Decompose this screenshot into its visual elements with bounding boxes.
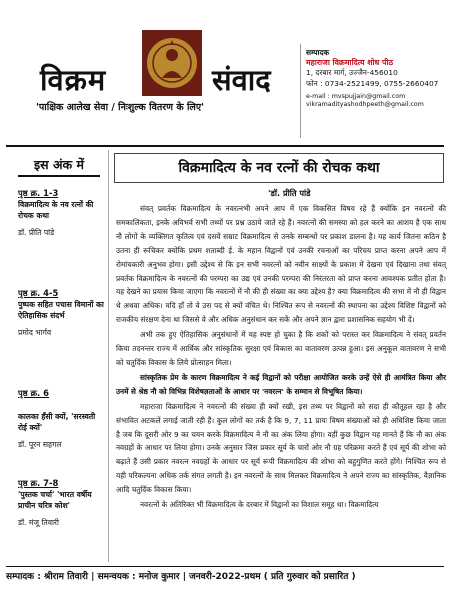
article-paragraph: सांस्कृतिक प्रेम के कारण विक्रमादित्य ने कई विद्वानों को परीक्षा आयोजित करके उन्हें ऐसे ही आमंत्रित किया और उनमें से श्रेष्ठ नौ को विभिन्न विशेषज्ञताओं के आधार पर 'नवरत्न' के सम्मान से विभूषित किया। bbox=[116, 372, 446, 396]
footer: सम्पादक : श्रीराम तिवारी | समन्वयक : मनोज कुमार | जनवरी-2022-प्रथम ( प्रति गुरुवार को प्रसारित ) bbox=[6, 566, 444, 587]
masthead-title-right: संवाद bbox=[212, 63, 271, 97]
masthead bbox=[0, 0, 449, 120]
sidebar-entry[interactable] bbox=[18, 188, 104, 238]
vikramaditya-emblem-icon bbox=[140, 28, 204, 98]
article-byline: 'डॉ. प्रीति पांडे bbox=[268, 188, 311, 198]
footer-coordinator: समन्वयक : मनोज कुमार bbox=[97, 572, 180, 582]
sidebar-entry-title: कालका हँसी क्यों, 'सरस्वती रोई क्यों' bbox=[18, 412, 96, 432]
sidebar-entry-title: पुष्पक सहित पचास विमानों का ऐतिहासिक संदर्भ bbox=[18, 300, 104, 320]
footer-frequency: ( प्रति गुरुवार को प्रसारित ) bbox=[263, 572, 356, 582]
article-paragraph: नवरत्नों के अतिरिक्त भी विक्रमादित्य के दरबार में विद्वानों का विशाल समूह था। विक्रमादित्य bbox=[140, 500, 379, 510]
article-headline: विक्रमादित्य के नव रत्नों की रोचक कथा bbox=[114, 153, 444, 183]
sidebar-entry-author: डॉ. मंजू तिवारी bbox=[18, 518, 60, 527]
contact-block bbox=[306, 48, 448, 110]
footer-issue: जनवरी-2022-प्रथम bbox=[189, 572, 261, 582]
sidebar-entry-title: 'पुस्तक चर्चा' 'भारत वर्षीय प्राचीन चरित्र कोश' bbox=[18, 490, 92, 510]
contact-phone: फोन : 0734-2521499, 0755-2660407 bbox=[306, 78, 439, 88]
contact-editor-label: सम्पादक bbox=[306, 48, 330, 57]
article-paragraph: अभी तक हुए ऐतिहासिक अनुसंधानों में यह स्पष्ट हो चुका है कि शकों को परास्त कर विक्रमादित्य ने संवत् प्रवर्तन किया तदनन्तर राज्य में आर्थिक और सांस्कृतिक सुरक्षा एवं विकास का वातावरण उत्पन्न हुआ। इस अनुकूल वातावरण ने सभी को चतुर्दिक विकास के लिये प्रोत्साहन मिला। bbox=[116, 330, 446, 367]
article-body bbox=[116, 202, 446, 513]
divider bbox=[300, 44, 301, 138]
sidebar-heading: इस अंक में bbox=[18, 156, 100, 177]
contact-email[interactable]: e-mail : mvspujjain@gmail.com bbox=[306, 92, 406, 100]
contact-address: 1, दरबार मार्ग, उज्जैन-456010 bbox=[306, 68, 398, 78]
sidebar-entry-page: पृष्ठ क्र. 7-8 bbox=[18, 478, 59, 488]
sidebar-contents bbox=[6, 152, 106, 562]
contact-email-secondary[interactable]: vikramadityashodhpeeth@gmail.com bbox=[306, 101, 424, 109]
contact-org: महाराजा विक्रमादित्य शोध पीठ bbox=[306, 58, 394, 68]
article-paragraph: महाराजा विक्रमादित्य ने नवरत्नों की संख्या ही क्यों रखी, इस तथ्य पर विद्वानों को सदा ही कौतूहल रहा है और संभावित अटकलें लगाई जाती रही हैं। कुल लोगों का तर्क है कि 9, 7, 11 प्रायः विषम संख्याओं को ही अधिशिष्ट किया जाता है जब कि दूसरी ओर 9 का चयन करके विक्रमादित्य ने नौ का अंक लिया होगा। वहीं कुछ विद्वान यह मानते हैं कि नौ का अंक नवग्रहों के आधार पर लिया होगा। उनके अनुसार जिस प्रकार सूर्य के चारों ओर नौ ग्रह परिक्रमा करते हैं एवं सूर्य की शोभा को बढ़ाते हैं उसी प्रकार नवरत्न नवग्रहों के आधार पर सूर्य रूपी विक्रमादित्य की शोभा को बहुगुणित करते होंगे। निश्चित रूप से यही परिकल्पना अधिक तर्क संगत लगती है। इन नवरत्नों के साथ मिलकर विक्रमादित्य ने अपने राज्य का सांस्कृतिक, वैज्ञानिक आदि चतुर्दिक विकास किया। bbox=[116, 401, 446, 495]
sidebar-entry-author: डॉ. प्रीति पांडे bbox=[18, 228, 55, 237]
footer-editor: सम्पादक : श्रीराम तिवारी bbox=[6, 572, 88, 582]
sidebar-entry-author: डॉ. पूरन सहगल bbox=[18, 440, 62, 449]
sidebar-entry-author: प्रमोद भार्गव bbox=[18, 328, 52, 337]
masthead-title-left: विक्रम bbox=[40, 63, 107, 97]
sidebar-entry-page: पृष्ठ क्र. 6 bbox=[18, 388, 49, 398]
sidebar-entry[interactable] bbox=[18, 478, 104, 528]
divider bbox=[6, 145, 444, 147]
article-paragraph: संवत् प्रवर्तक विक्रमादित्य के नवरत्नभी अपने आप में एक विकसित विषय रहे हैं क्योंकि इन नवरत्नों की समकालिकता, इनके अविभर्व सभी तथ्यों पर प्रश्न उठाये जाते रहे हैं। नवरत्नों की समस्या को हल करने का आशय है एक साथ नौ लोगों के व्यक्तिगत कृतित्व एवं दसवें सम्राट विक्रमादित्य से उनके सम्बन्धों पर प्रकाश डालना है। यह कार्य जितना कठिन है उतना ही रूचिकर क्योंकि प्रथम शताब्दी ई. के महान विद्वानों एवं उनकी रचनाओं का परिचय प्राप्त करना अपने आप में रोमांचकारी अनुभव होगा। इसी उद्देश्य से कि इन सभी नवरत्नों को नवीन साक्ष्यों के प्रकाश में देखना एवं दिखाना तथा संवत् प्रवर्तक विक्रमादित्य के नवरत्नों की परम्परा का उद्य एवं उनकी परम्परा की निरंतरता को प्राप्त करना आवश्यक प्रतीत होता है। यह देखने का प्रयास किया जाएगा कि नवरत्नों में नौ की ही संख्या का क्या उद्देश्य है? क्या विक्रमादित्य की सभा में नौ ही विद्वान थे अथवा अधिक। यदि हाँ तो वे उस पद से क्यों वंचित थे। निश्चित रूप से नवरत्नों की स्थापना का उद्देश्य विशिष्ट विद्वानों को राजकीय संरक्षण देना था जिससे वे और अधिक अनुसंधान कर सकें और अपने ज्ञान द्वारा प्रशासनिक सहयोग भी दें। bbox=[116, 204, 446, 325]
tagline: 'पाक्षिक आलेख सेवा / निःशुल्क वितरण के लिए' bbox=[36, 102, 205, 113]
sidebar-entry[interactable] bbox=[18, 388, 104, 450]
sidebar-entry-page: पृष्ठ क्र. 4-5 bbox=[18, 288, 59, 298]
sidebar-entry-title: विक्रमादित्य के नव रत्नों की रोचक कथा bbox=[18, 200, 94, 220]
divider bbox=[108, 150, 109, 562]
sidebar-entry-page: पृष्ठ क्र. 1-3 bbox=[18, 188, 59, 198]
sidebar-entry[interactable] bbox=[18, 288, 104, 338]
